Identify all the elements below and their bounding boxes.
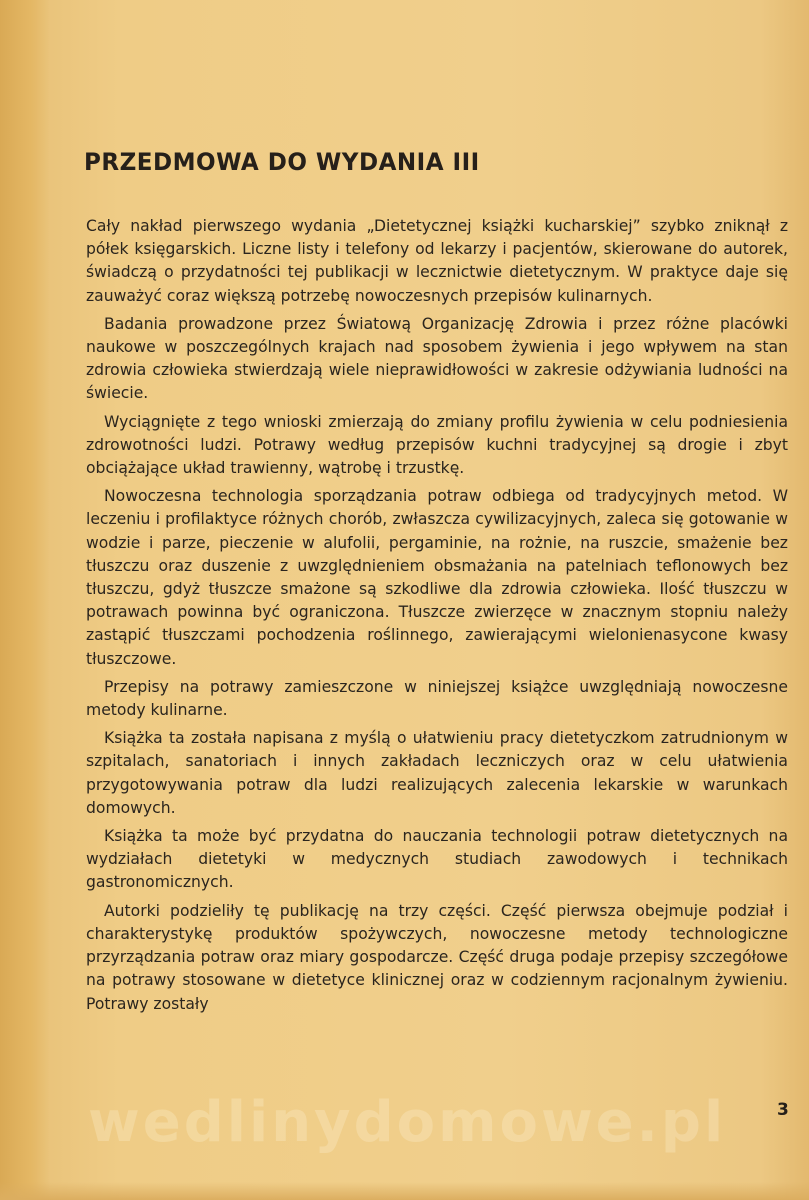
paragraph: Badania prowadzone przez Światową Organizację Zdrowia i przez różne placówki naukowe w poszczególnych krajach nad sposobem żywienia i jego wpływem na stan zdrowia człowieka stwierdzają wiele nieprawidłowości w zakresie odżywiania ludności na świecie. [86,314,788,403]
paragraph: Nowoczesna technologia sporządzania potraw odbiega od tradycyjnych metod. W leczeniu i profilaktyce różnych chorób, zwłaszcza cywilizacyjnych, zaleca się gotowanie w wodzie i parze, pieczenie w alufolii, pergaminie, na rożnie, na ruszcie, smażenie bez tłuszczu oraz duszenie z uwzględnieniem obsmażania na patelniach teflonowych bez tłuszczu, gdyż tłuszcze smażone są szkodliwe dla zdrowia człowieka. Ilość tłuszczu w potrawach powinna być ograniczona. Tłuszcze zwierzęce w znacznym stopniu należy zastąpić tłuszczami pochodzenia roślinnego, zawierającymi wielonienasycone kwasy tłuszczowe. [86,487,788,668]
page-spine-shadow [0,0,50,1200]
body-text [86,215,788,1021]
paragraph: Książka ta została napisana z myślą o ułatwieniu pracy dietetyczkom zatrudnionym w szpitalach, sanatoriach i innych zakładach leczniczych oraz w celu ułatwienia przygotowywania potraw dla ludzi realizujących zalecenia lekarskie w warunkach domowych. [86,729,788,817]
paragraph: Autorki podzieliły tę publikację na trzy części. Część pierwsza obejmuje podział i charakterystykę produktów spożywczych, nowoczesne metody technologiczne przyrządzania potraw oraz miary gospodarcze. Część druga podaje przepisy szczegółowe na potrawy stosowane w dietetyce klinicznej oraz w codziennym racjonalnym żywieniu. Potrawy zostały [86,901,788,1013]
paragraph: Cały nakład pierwszego wydania „Dietetycznej książki kucharskiej” szybko zniknął z półek księgarskich. Liczne listy i telefony od lekarzy i pacjentów, skierowane do autorek, świadczą o przydatności tej publikacji w lecznictwie dietetycznym. W praktyce daje się zauważyć coraz większą potrzebę nowoczesnych przepisów kulinarnych. [86,217,788,305]
page-bottom-edge [0,1182,809,1200]
paragraph: Przepisy na potrawy zamieszczone w niniejszej książce uwzględniają nowoczesne metody kulinarne. [86,677,788,720]
chapter-heading: PRZEDMOWA DO WYDANIA III [84,148,480,176]
page-number: 3 [777,1100,789,1120]
paragraph: Książka ta może być przydatna do nauczania technologii potraw dietetycznych na wydziałach dietetyki w medycznych studiach zawodowych i technikach gastronomicznych. [86,827,788,892]
watermark: wedlinydomowe.pl [88,1090,727,1155]
paragraph: Wyciągnięte z tego wnioski zmierzają do zmiany profilu żywienia w celu podniesienia zdrowotności ludzi. Potrawy według przepisów kuchni tradycyjnej są drogie i zbyt obciążające układ trawienny, wątrobę i trzustkę. [86,412,788,478]
